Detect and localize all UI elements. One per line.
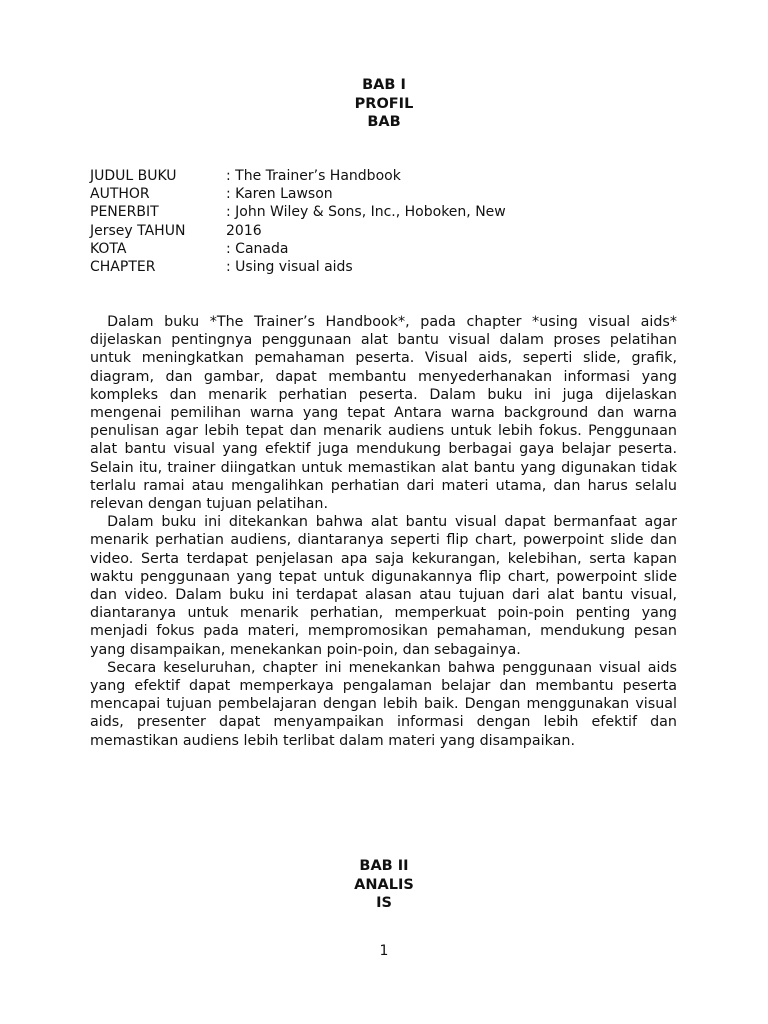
profile-value: : Karen Lawson	[226, 186, 333, 203]
profile-label: Jersey TAHUN	[90, 222, 186, 239]
profile-label: AUTHOR	[90, 186, 150, 203]
profile-value: : The Trainer’s Handbook	[226, 168, 401, 184]
summary-body	[90, 313, 677, 750]
chapter-2-heading	[0, 857, 768, 913]
profile-label: JUDUL BUKU	[90, 168, 177, 184]
chapter-1-heading	[0, 76, 768, 132]
chapter-1-heading-line-3: BAB	[367, 114, 401, 130]
profile-label: CHAPTER	[90, 258, 156, 275]
chapter-1-heading-line-1: BAB I	[362, 77, 406, 93]
profile-label: PENERBIT	[90, 204, 159, 221]
profile-value: : John Wiley & Sons, Inc., Hoboken, New	[226, 204, 506, 221]
profile-value: : Canada	[226, 240, 289, 257]
profile-label: KOTA	[90, 240, 127, 257]
page-number: 1	[379, 943, 389, 959]
paragraph: Secara keseluruhan, chapter ini menekankan bahwa penggunaan visual aids yang efektif dapat memperkaya pengalaman belajar dan membantu peserta mencapai tujuan pembelajaran dengan lebih baik. Dengan menggunakan visual aids, presenter dapat menyampaikan informasi dengan lebih efektif dan memastikan audiens lebih terlibat dalam materi yang disampaikan.	[90, 659, 677, 749]
chapter-1-heading-line-2: PROFIL	[354, 95, 414, 112]
chapter-2-heading-line-3: IS	[376, 895, 392, 911]
chapter-2-heading-line-2: ANALIS	[354, 876, 414, 893]
chapter-2-heading-line-1: BAB II	[359, 858, 409, 874]
paragraph: Dalam buku *The Trainer’s Handbook*, pada chapter *using visual aids* dijelaskan pentingnya penggunaan alat bantu visual dalam proses pelatihan untuk meningkatkan pemahaman peserta. Visual aids, seperti slide, grafik, diagram, dan gambar, dapat membantu menyederhanakan informasi yang kompleks dan menarik perhatian peserta. Dalam buku ini juga dijelaskan mengenai pemilihan warna yang tepat Antara warna background dan warna penulisan agar lebih tepat dan menarik audiens untuk lebih fokus. Penggunaan alat bantu visual yang efektif juga mendukung berbagai gaya belajar peserta. Selain itu, trainer diingatkan untuk memastikan alat bantu yang digunakan tidak terlalu ramai atau mengalihkan perhatian dari materi utama, dan harus selalu relevan dengan tujuan pelatihan.	[90, 314, 677, 513]
profile-value: : Using visual aids	[226, 258, 353, 275]
profile-value: 2016	[226, 222, 262, 239]
paragraph: Dalam buku ini ditekankan bahwa alat bantu visual dapat bermanfaat agar menarik perhatian audiens, diantaranya seperti flip chart, powerpoint slide dan video. Serta terdapat penjelasan apa saja kekurangan, kelebihan, serta kapan waktu penggunaan yang tepat untuk digunakannya flip chart, powerpoint slide dan video. Dalam buku ini terdapat alasan atau tujuan dari alat bantu visual, diantaranya untuk menarik perhatian, memperkuat poin-poin penting yang menjadi fokus pada materi, mempromosikan pemahaman, mendukung pesan yang disampaikan, menekankan poin-poin, dan sebagainya.	[90, 514, 677, 658]
